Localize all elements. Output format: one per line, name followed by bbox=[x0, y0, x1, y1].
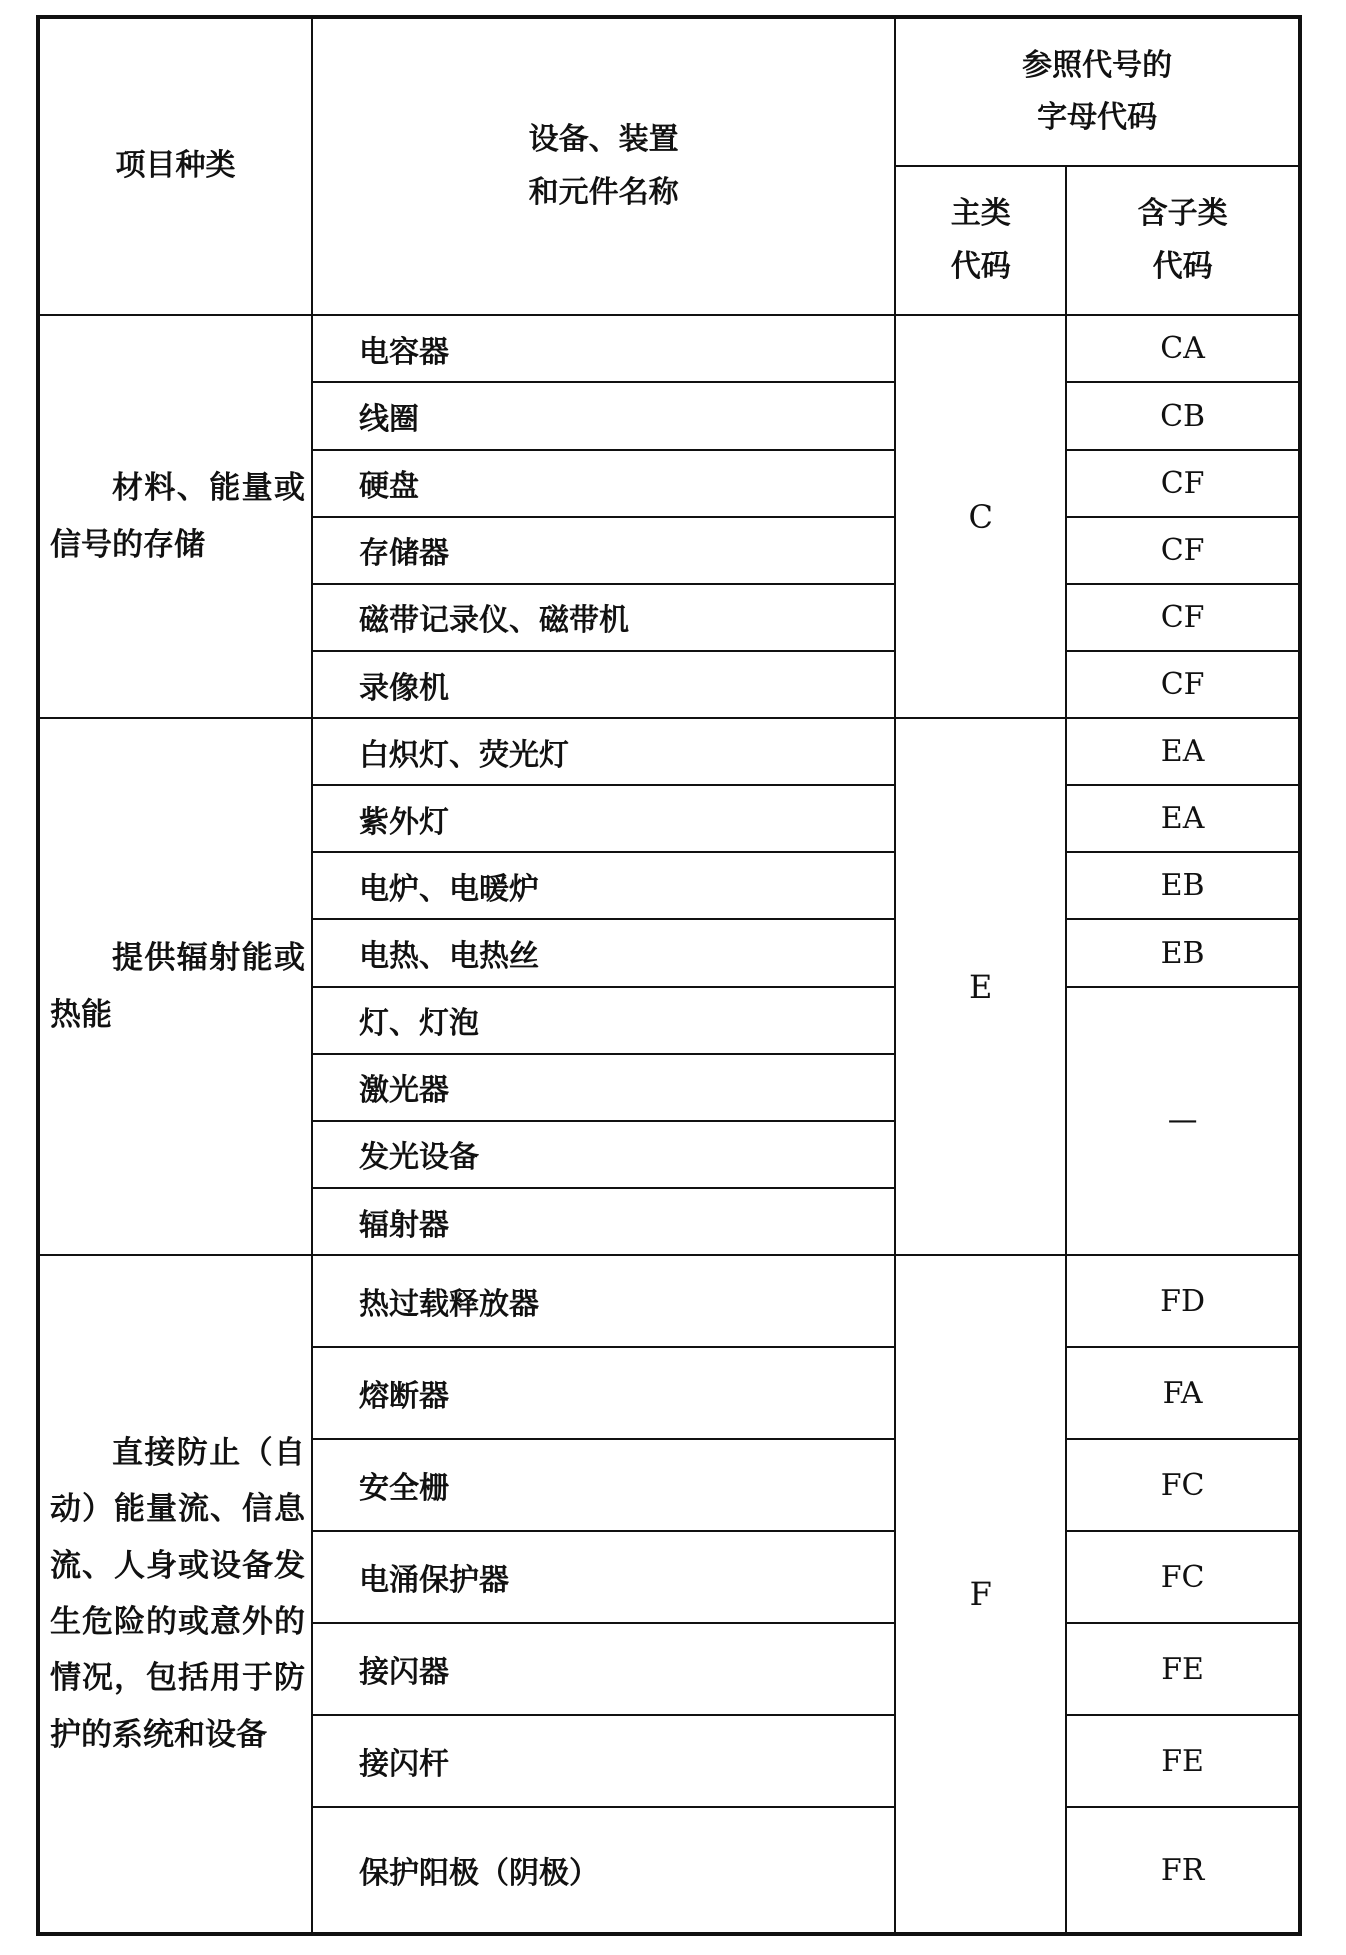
sub-code-cell: CF bbox=[1066, 651, 1300, 718]
sub-code-cell: CF bbox=[1066, 584, 1300, 651]
header-row bbox=[38, 17, 1300, 166]
device-name-cell: 电容器 bbox=[312, 315, 895, 382]
sub-code-cell: FD bbox=[1066, 1255, 1300, 1347]
table-row bbox=[38, 718, 1300, 785]
device-name-cell: 辐射器 bbox=[312, 1188, 895, 1255]
device-name-cell: 发光设备 bbox=[312, 1121, 895, 1188]
device-name-cell: 硬盘 bbox=[312, 450, 895, 517]
sub-code-cell: CA bbox=[1066, 315, 1300, 382]
header-ref-code: 参照代号的 字母代码 bbox=[895, 17, 1300, 166]
sub-code-cell: FA bbox=[1066, 1347, 1300, 1439]
category-cell: 直接防止（自动）能量流、信息流、人身或设备发生危险的或意外的情况，包括用于防护的系统和设备 bbox=[38, 1255, 312, 1934]
device-name-cell: 电热、电热丝 bbox=[312, 919, 895, 986]
sub-code-cell: CF bbox=[1066, 517, 1300, 584]
sub-code-cell: CB bbox=[1066, 382, 1300, 449]
device-name-cell: 激光器 bbox=[312, 1054, 895, 1121]
sub-code-cell: FE bbox=[1066, 1623, 1300, 1715]
sub-code-cell: EA bbox=[1066, 718, 1300, 785]
device-name-cell: 线圈 bbox=[312, 382, 895, 449]
device-name-cell: 电涌保护器 bbox=[312, 1531, 895, 1623]
main-code-cell: C bbox=[895, 315, 1066, 718]
device-name-cell: 紫外灯 bbox=[312, 785, 895, 852]
category-cell: 提供辐射能或热能 bbox=[38, 718, 312, 1255]
table-row bbox=[38, 1255, 1300, 1347]
device-name-cell: 电炉、电暖炉 bbox=[312, 852, 895, 919]
category-cell: 材料、能量或信号的存储 bbox=[38, 315, 312, 718]
table-row bbox=[38, 315, 1300, 382]
sub-code-cell: FE bbox=[1066, 1715, 1300, 1807]
header-sub-code: 含子类 代码 bbox=[1066, 166, 1300, 315]
device-name-cell: 存储器 bbox=[312, 517, 895, 584]
header-category: 项目种类 bbox=[38, 17, 312, 315]
sub-code-cell: EB bbox=[1066, 919, 1300, 986]
sub-code-cell: FC bbox=[1066, 1439, 1300, 1531]
sub-code-cell: FR bbox=[1066, 1807, 1300, 1934]
main-code-cell: F bbox=[895, 1255, 1066, 1934]
device-name-cell: 熔断器 bbox=[312, 1347, 895, 1439]
sub-code-dash-cell: — bbox=[1066, 987, 1300, 1256]
device-name-cell: 安全栅 bbox=[312, 1439, 895, 1531]
device-name-cell: 磁带记录仪、磁带机 bbox=[312, 584, 895, 651]
device-name-cell: 白炽灯、荧光灯 bbox=[312, 718, 895, 785]
header-main-code: 主类 代码 bbox=[895, 166, 1066, 315]
reference-code-table bbox=[36, 15, 1302, 1936]
device-name-cell: 保护阳极（阴极） bbox=[312, 1807, 895, 1934]
sub-code-cell: EA bbox=[1066, 785, 1300, 852]
header-device-name: 设备、装置 和元件名称 bbox=[312, 17, 895, 315]
sub-code-cell: CF bbox=[1066, 450, 1300, 517]
code-table-sheet bbox=[36, 15, 1302, 1936]
device-name-cell: 热过载释放器 bbox=[312, 1255, 895, 1347]
sub-code-cell: EB bbox=[1066, 852, 1300, 919]
device-name-cell: 录像机 bbox=[312, 651, 895, 718]
device-name-cell: 灯、灯泡 bbox=[312, 987, 895, 1054]
device-name-cell: 接闪器 bbox=[312, 1623, 895, 1715]
main-code-cell: E bbox=[895, 718, 1066, 1255]
sub-code-cell: FC bbox=[1066, 1531, 1300, 1623]
device-name-cell: 接闪杆 bbox=[312, 1715, 895, 1807]
